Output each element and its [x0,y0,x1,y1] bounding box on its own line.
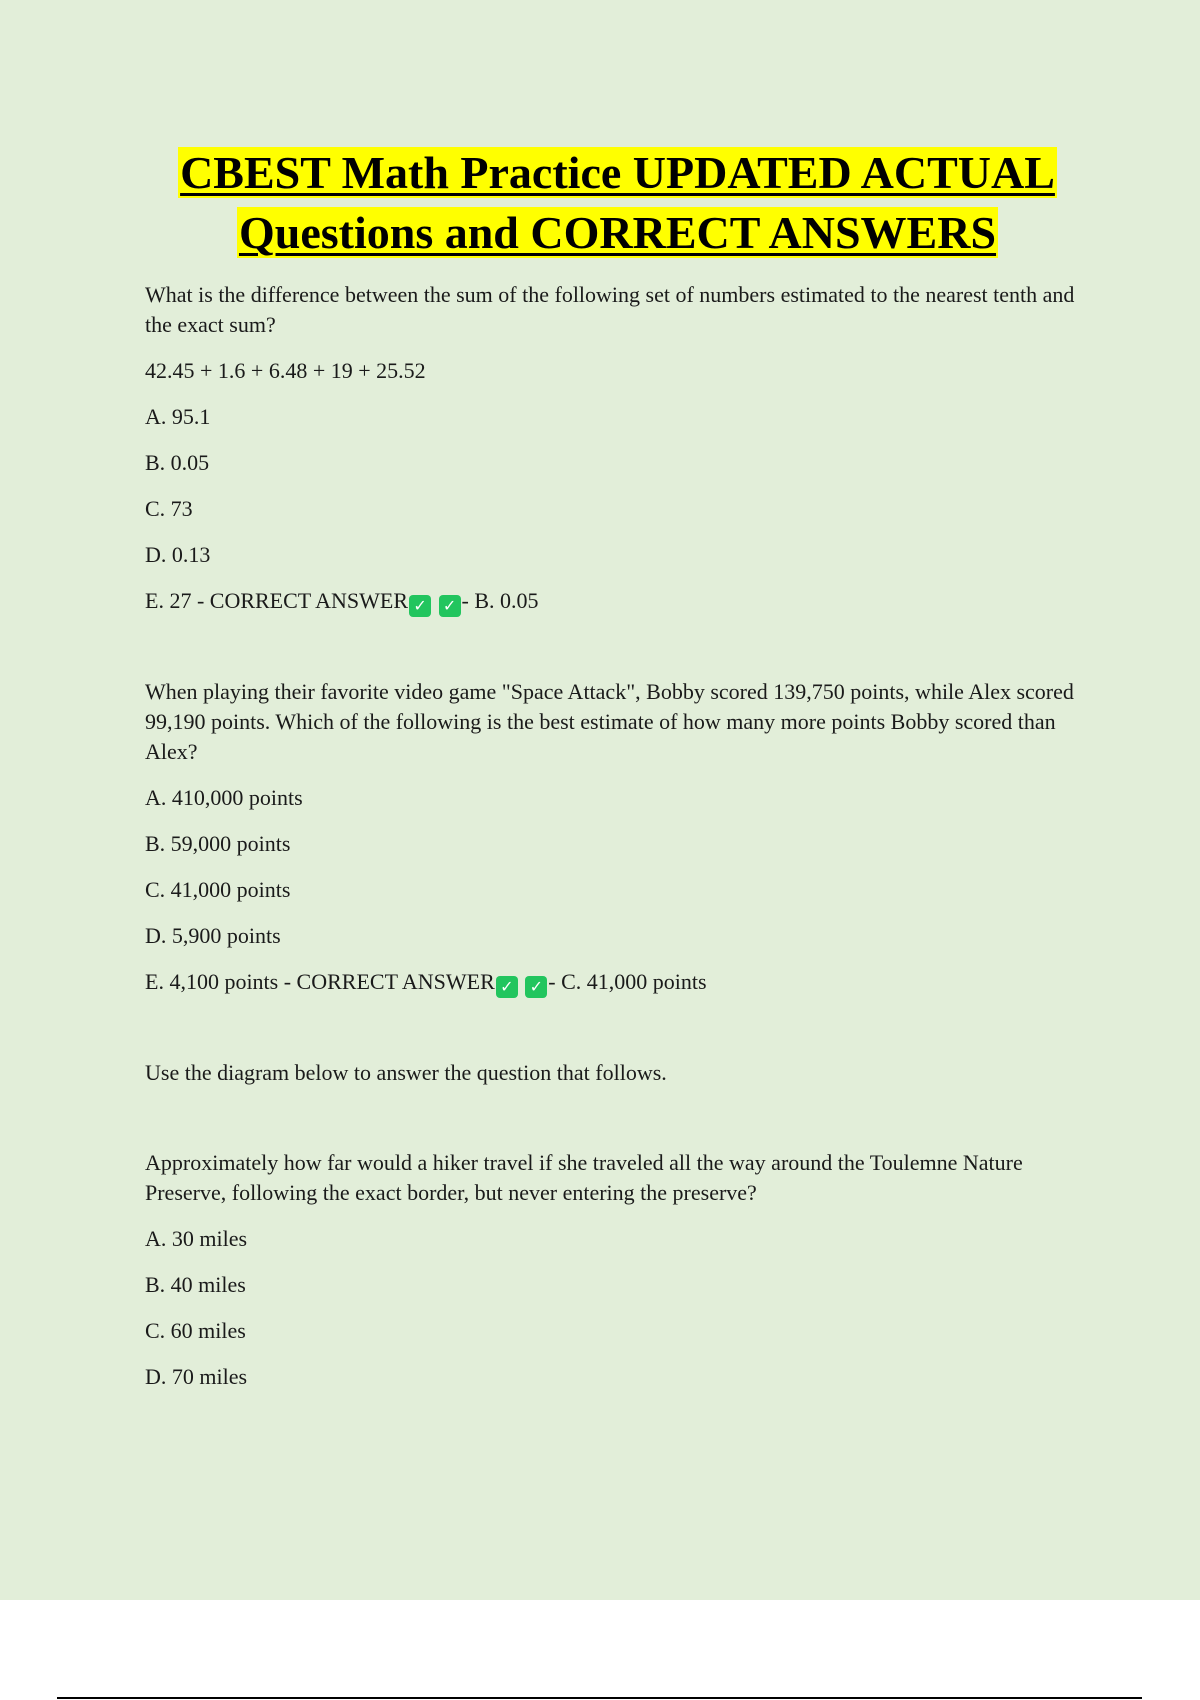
option-c: C. 41,000 points [145,877,291,902]
option-a: A. 30 miles [145,1226,248,1251]
correct-answer: - B. 0.05 [461,588,539,613]
option-d: D. 70 miles [145,1364,248,1389]
option-e-with-answer [145,586,1090,617]
title-line-2: Questions and CORRECT ANSWERS [238,207,997,258]
question-intro: Use the diagram below to answer the question that follows. [145,1060,667,1085]
correct-answer: - C. 41,000 points [548,969,707,994]
option-b: B. 0.05 [145,450,210,475]
option-b: B. 40 miles [145,1272,246,1297]
option-e: E. 27 - CORRECT ANSWER [145,588,409,613]
question-3 [145,1058,1090,1392]
check-icon: ✓ [409,595,431,617]
option-d: D. 0.13 [145,542,211,567]
check-icon: ✓ [525,976,547,998]
option-b: B. 59,000 points [145,831,291,856]
option-c: C. 60 miles [145,1318,246,1343]
check-icon: ✓ [496,976,518,998]
question-1 [145,280,1090,617]
option-a: A. 410,000 points [145,785,303,810]
option-e-with-answer [145,967,1090,998]
question-2 [145,677,1090,998]
question-text: What is the difference between the sum of the following set of numbers estimated to the nearest tenth and the exact sum? [145,282,1075,337]
title-line-1: CBEST Math Practice UPDATED ACTUAL [180,147,1055,198]
check-icon: ✓ [439,595,461,617]
question-text: When playing their favorite video game "Space Attack", Bobby scored 139,750 points, while Alex scored 99,190 points. Which of the following is the best estimate of how many more points Bobby scored than Alex? [145,679,1074,764]
option-c: C. 73 [145,496,193,521]
option-e: E. 4,100 points - CORRECT ANSWER [145,969,495,994]
questions-content [145,280,1090,1392]
question-text: Approximately how far would a hiker travel if she traveled all the way around the Toulemne Nature Preserve, following the exact border, but never entering the preserve? [145,1150,1023,1205]
question-expression: 42.45 + 1.6 + 6.48 + 19 + 25.52 [145,358,426,383]
option-d: D. 5,900 points [145,923,281,948]
page-bottom-rule [57,1697,1142,1699]
option-a: A. 95.1 [145,404,211,429]
document-title [90,143,1145,263]
